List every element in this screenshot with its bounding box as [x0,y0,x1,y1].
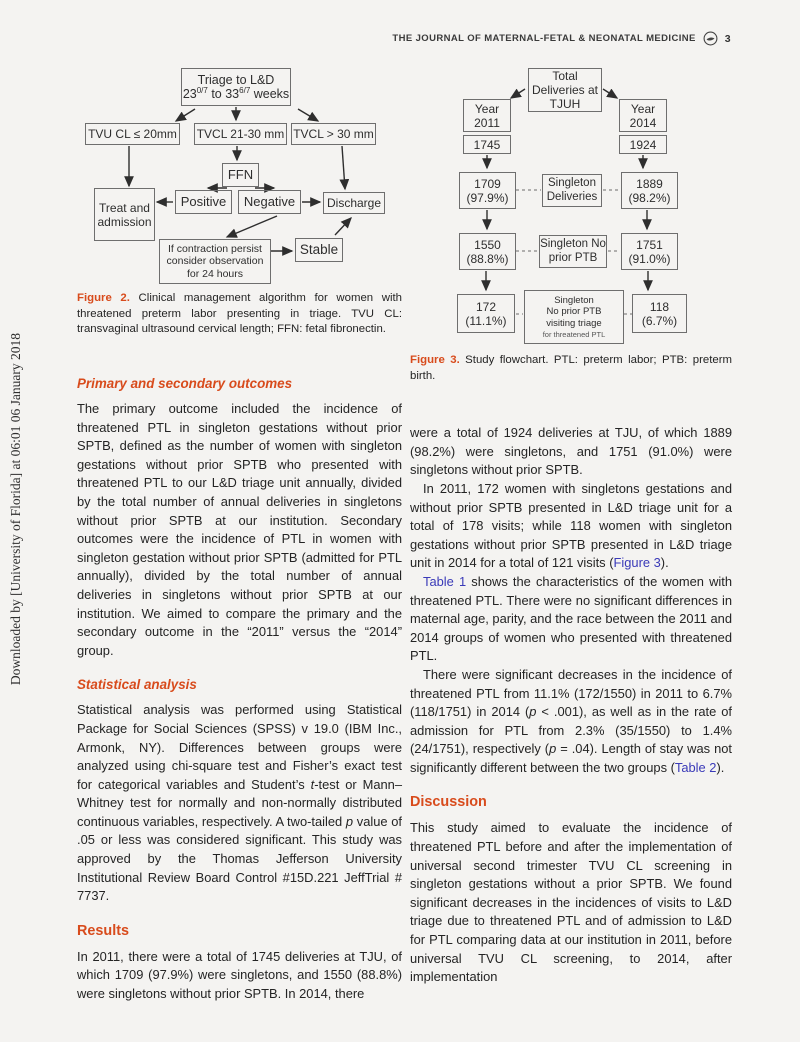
triage-visits-paragraph: In 2011, 172 women with singletons gestations and without prior SPTB presented in L&D triage unit for a total of 178 visits; while 118 women with singleton gestations without prior SPTB presented in L&D triage unit in 2014 for a total of 121 visits (Figure 3). [410,480,732,571]
figure3-caption-label: Figure 3. [410,354,460,366]
table1-paragraph: Table 1 shows the characteristics of the women with threatened PTL. There were no significant differences in maternal age, parity, and the race between the 2011 and 2014 groups of women who presented with threatened PTL. [410,573,733,664]
outcomes-paragraph: The primary outcome included the incidence of threatened PTL in singleton gestations without prior SPTB, defined as the number of women with singleton gestations without prior SPTB who presented with threatened PTL to our L&D triage unit annually, divided by the total number of annual deliveries in singletons without prior SPTB at our institution. Secondary outcomes were the incidence of PTL in women with singleton gestation without prior SPTB (admitted for PTL annually), divided by the total number of annual deliveries in singletons without prior SPTB at our institution. We aimed to compare the primary and the secondary outcome in the “2011” versus the “2014” group. [77,401,402,658]
left-column [77,376,402,1004]
flow-box-singleton-deliveries: Singleton Deliveries [542,174,602,207]
flow-box-tvcl-30: TVCL > 30 mm [291,123,376,145]
download-notice [4,300,28,718]
download-notice-text: Downloaded by [University of Florida] at 06:01 06 January 2018 [8,332,23,686]
figure2-caption [77,291,402,338]
figure3-citation-link[interactable]: Figure 3 [613,555,661,571]
deliveries-2014-paragraph: were a total of 1924 deliveries at TJU, of which 1889 (98.2%) were singletons, and 1751 (91.0%) were singletons without prior SPTB. [410,425,732,478]
flow-box-discharge: Discharge [323,192,385,214]
flow-box-total-deliveries: Total Deliveries at TJUH [528,68,602,112]
flow-box-172: 172 (11.1%) [457,294,515,333]
publisher-logo-icon [703,31,718,46]
visiting-line4: for threatened PTL [542,330,606,340]
figure3-flowchart [435,66,730,354]
visiting-line1: Singleton [554,294,594,306]
right-column [410,353,732,987]
visiting-line2: No prior PTB [546,306,602,318]
figure3-caption-text: Study flowchart. PTL: preterm labor; PTB: preterm birth. [410,354,732,382]
flow-box-1751: 1751 (91.0%) [621,233,678,270]
flow-box-118: 118 (6.7%) [632,294,687,333]
journal-title: THE JOURNAL OF MATERNAL-FETAL & NEONATAL MEDICINE [392,33,696,44]
flow-box-treat-admission: Treat and admission [94,188,155,241]
triage-line1: Triage to L&D [197,73,275,87]
flow-box-triage [181,68,291,106]
significant-decreases-paragraph: There were significant decreases in the incidence of threatened PTL from 11.1% (172/1550) in 2011 to 6.7% (118/1751) in 2014 (p < .001), as well as in the rate of admission for PTL from 2.3% (35/1550) to 1.4% (24/1751), respectively (p = .04). Length of stay was not significantly different between the two groups (Table 2). [410,666,733,775]
page-number: 3 [724,32,731,45]
figure3-caption [410,353,732,384]
discussion-paragraph: This study aimed to evaluate the incidence of threatened PTL before and after the implementation of universal second trimester TVU CL screening in singleton gestations without a prior SPTB. We found significant decreases in the incidences of visits to L&D triage due to threatened PTL and of admission to L&D for PTL comparing data at our institution in 2011, before universal TVU CL screening, to 2014, after implementation [410,820,732,985]
flow-box-visiting-triage [524,290,624,344]
flow-box-1745: 1745 [463,135,511,154]
figure2-caption-label: Figure 2. [77,292,130,304]
heading-statistical-analysis: Statistical analysis [77,677,197,693]
flow-box-1924: 1924 [619,135,667,154]
table2-citation-link[interactable]: Table 2 [674,759,717,775]
flow-box-ffn: FFN [222,163,259,187]
flow-box-stable: Stable [295,238,343,262]
figure2-caption-text: Clinical management algorithm for women with threatened preterm labor presenting in triage. TVU CL: transvaginal ultrasound cervical length; FFN: fetal fibronectin. [77,292,402,336]
visiting-line3: visiting triage [546,317,602,329]
column-spacer [410,384,732,424]
flow-box-singleton-no-prior-ptb: Singleton No prior PTB [539,235,607,268]
flow-box-1709: 1709 (97.9%) [459,172,516,209]
flow-box-1889: 1889 (98.2%) [621,172,678,209]
triage-line2: $23^{0/7}$ to $33^{6/7}$ weeks [182,85,290,101]
flow-box-year-2014: Year 2014 [619,99,667,132]
flow-box-1550: 1550 (88.8%) [459,233,516,270]
flow-box-tvu-cl-20: TVU CL ≤ 20mm [85,123,180,145]
heading-results: Results [77,922,129,939]
page-header [0,31,731,46]
heading-primary-secondary-outcomes: Primary and secondary outcomes [77,376,293,391]
table1-citation-link[interactable]: Table 1 [423,573,467,589]
flow-box-positive: Positive [175,190,232,214]
results-paragraph: In 2011, there were a total of 1745 deliveries at TJU, of which 1709 (97.9%) were singletons, and 1550 (88.8%) were singletons without prior SPTB. In 2014, there [77,948,402,1002]
flow-box-negative: Negative [238,190,301,214]
flow-box-tvcl-21-30: TVCL 21-30 mm [194,123,287,145]
statistical-paragraph: Statistical analysis was performed using Statistical Package for Social Sciences (SPSS) v 19.0 (IBM Inc., Armonk, NY). Differences between groups were analyzed using chi-square test and Fisher’s exact test for categorical variables and Student’s t-test or Mann–Whitney test for normally and non-normally distributed continuous variables, respectively. A two-tailed p value of .05 or less was considered significant. This study was approved by the Thomas Jefferson University Institutional Review Board Control #15D.221 JeffTrial # 7737. [77,702,402,904]
flow-box-year-2011: Year 2011 [463,99,511,132]
heading-discussion: Discussion [410,794,487,811]
flow-box-observation: If contraction persist consider observation for 24 hours [159,239,271,284]
figure2-flowchart [77,66,402,292]
